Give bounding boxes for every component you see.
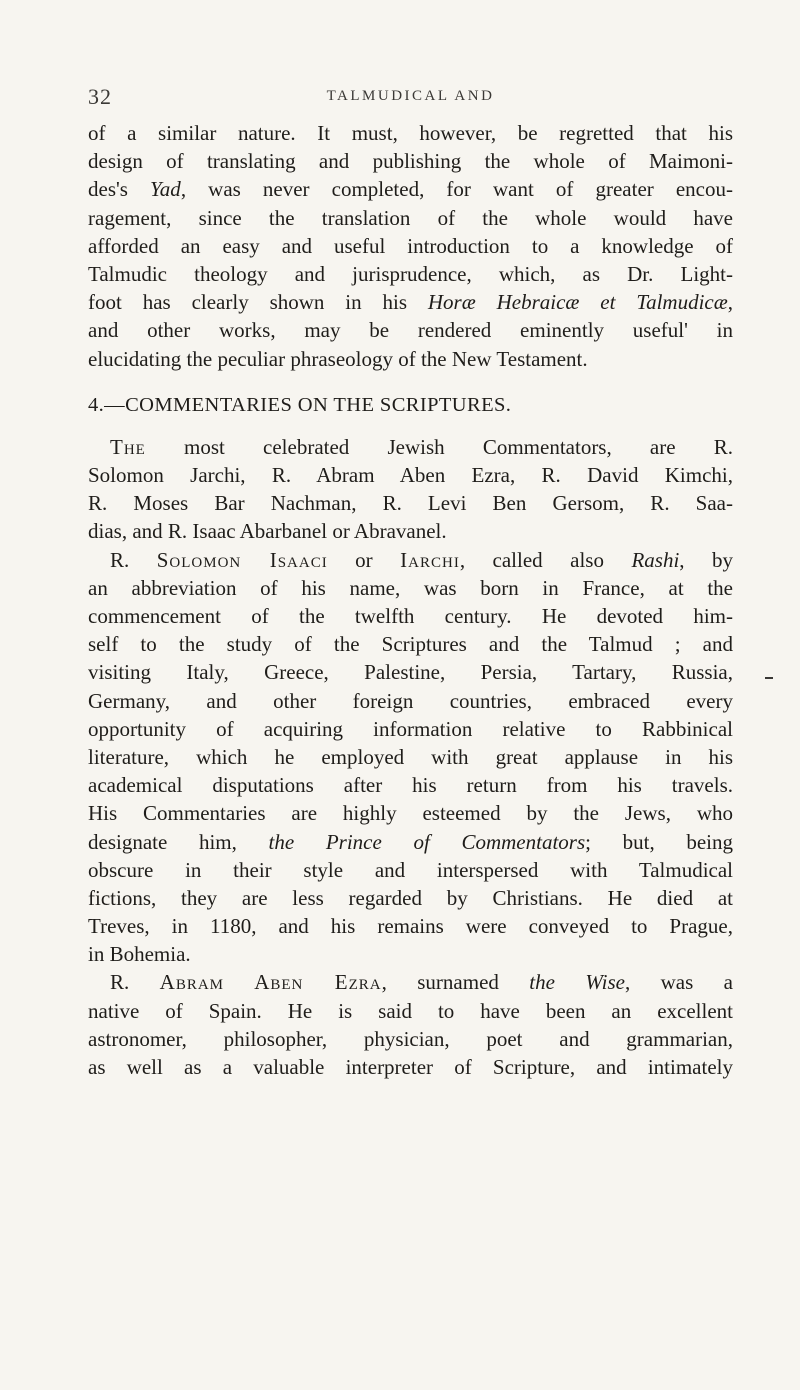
text-line: opportunity of acquiring information relative to Rabbinical — [88, 716, 733, 741]
text-line: R. Moses Bar Nachman, R. Levi Ben Gersom, R. Saa- — [88, 491, 733, 516]
book-title-italic: Horæ Hebraicæ et Talmudicæ — [427, 290, 728, 315]
text-line: His Commentaries are highly esteemed by the Jews, who — [88, 801, 733, 826]
text-line: Talmudic theology and jurisprudence, which, as Dr. Light- — [88, 261, 733, 286]
page-number: 32 — [88, 84, 112, 109]
paragraph — [88, 968, 733, 1081]
epithet-italic: the Prince of Commentators — [268, 829, 586, 854]
text-line: des's Yad, was never completed, for want of greater encou- — [88, 177, 733, 202]
margin-dash-mark — [765, 677, 773, 679]
name-italic: Rashi — [631, 547, 680, 572]
name-small-caps: Iarchi — [400, 547, 460, 572]
text-line: afforded an easy and useful introduction to a knowledge of — [88, 233, 733, 258]
name-small-caps: Solomon Isaaci — [156, 547, 328, 572]
text-line: R. Solomon Isaaci or Iarchi, called also Rashi, by — [110, 547, 733, 572]
text-line: obscure in their style and interspersed with Talmudical — [88, 857, 733, 882]
text-line: as well as a valuable interpreter of Scripture, and intimately — [88, 1055, 733, 1079]
paragraph — [88, 546, 733, 969]
text-line: and other works, may be rendered eminently useful' in — [88, 318, 733, 343]
text-line: astronomer, philosopher, physician, poet and grammarian, — [88, 1026, 733, 1051]
text-line: commencement of the twelfth century. He devoted him- — [88, 604, 733, 628]
text-line: literature, which he employed with great applause in his — [88, 744, 733, 769]
text-line: an abbreviation of his name, was born in France, at the — [88, 575, 733, 600]
text-line: foot has clearly shown in his Horæ Hebraicæ et Talmudicæ, — [88, 290, 734, 315]
text-line: R. Abram Aben Ezra, surnamed the Wise, was a — [110, 970, 733, 995]
text-line: ragement, since the translation of the whole would have — [88, 205, 733, 230]
text-line: native of Spain. He is said to have been an excellent — [88, 998, 733, 1023]
text-line: The most celebrated Jewish Commentators, are R. — [110, 434, 733, 459]
text-line: self to the study of the Scriptures and the Talmud ; and — [88, 632, 733, 657]
text-line: fictions, they are less regarded by Christians. He died at — [88, 885, 733, 910]
text-line: academical disputations after his return from his travels. — [88, 773, 733, 798]
opening-word: The — [110, 434, 146, 459]
text-line: elucidating the peculiar phraseology of the New Testament. — [88, 346, 588, 371]
epithet-italic: the Wise — [529, 970, 625, 995]
paragraph — [88, 433, 733, 546]
text-line: of a similar nature. It must, however, be regretted that his — [88, 121, 733, 145]
text-line: visiting Italy, Greece, Palestine, Persia, Tartary, Russia, — [88, 660, 733, 685]
text-line: in Bohemia. — [88, 942, 191, 967]
book-title-italic: Yad — [150, 177, 181, 202]
text-line: design of translating and publishing the whole of Maimoni- — [88, 149, 733, 174]
text-line: dias, and R. Isaac Abarbanel or Abravanel. — [88, 519, 447, 544]
page-header — [88, 84, 733, 114]
section-heading: 4.—COMMENTARIES ON THE SCRIPTURES. — [88, 393, 512, 416]
paragraph — [88, 119, 733, 373]
text-line: Treves, in 1180, and his remains were conveyed to Prague, — [88, 914, 733, 939]
text-line: Germany, and other foreign countries, embraced every — [88, 688, 733, 713]
running-head: TALMUDICAL AND — [326, 88, 495, 104]
body-text — [88, 119, 733, 1081]
name-small-caps: Abram Aben Ezra — [159, 970, 382, 995]
text-line: Solomon Jarchi, R. Abram Aben Ezra, R. David Kimchi, — [88, 463, 733, 488]
text-line: designate him, the Prince of Commentators; but, being — [88, 829, 733, 854]
